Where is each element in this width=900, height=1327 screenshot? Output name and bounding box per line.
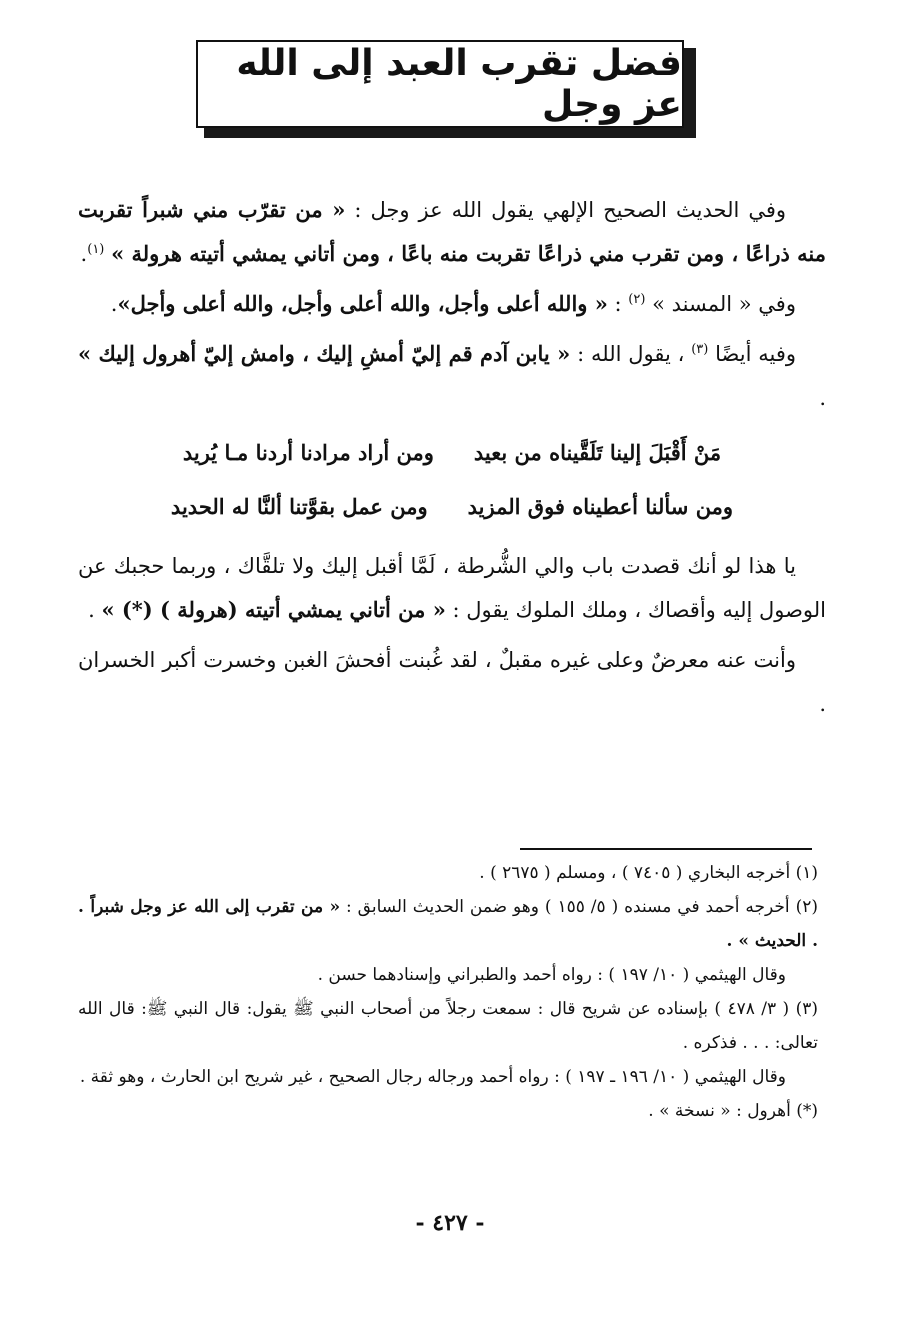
paragraph-3-end: .	[819, 386, 826, 410]
main-text	[78, 188, 826, 732]
paragraph-3-mid: ، يقول الله :	[570, 342, 692, 366]
hadith-quote-2: « والله أعلى وأجل، والله أعلى وأجل، والله أعلى وأجل»	[117, 291, 608, 316]
footnote-1: (١) أخرجه البخاري ( ٧٤٠٥ ) ، ومسلم ( ٢٦٧٥ ) .	[479, 863, 818, 883]
footnote-3: (٣) ( ٣/ ٤٧٨ ) بإسناده عن شريح قال : سمعت رجلاً من أصحاب النبي ﷺ يقول: قال النبي ﷺ: قال الله تعالى: . . . فذكره .	[78, 999, 818, 1053]
paragraph-4-text: يا هذا لو أنك قصدت باب والي الشُّرطة ، لَمَّا أقبل إليك ولا تلقَّاك ، وربما حجبك عن الوصول إليه وأقصاك ، وملك الملوك يقول :	[78, 554, 826, 622]
poem-line-1-left: ومن أراد مرادنا أردنا مـا يُريد	[182, 440, 434, 465]
title-box	[196, 40, 684, 128]
footnote-divider	[520, 848, 812, 850]
paragraph-1-end: .	[80, 242, 88, 266]
page-number: - ٤٢٧ -	[415, 1210, 485, 1236]
footnote-ref-2: (٢)	[628, 292, 646, 307]
footnote-ref-1: (١)	[87, 242, 105, 257]
hadith-quote-3: « يابن آدم قم إليّ أمشِ إليك ، وامش إليّ أهرول إليك »	[78, 341, 571, 366]
paragraph-1	[78, 188, 826, 276]
paragraph-3-intro: وفيه أيضًا	[708, 342, 797, 366]
footnote-3-continued: وقال الهيثمي ( ١٠/ ١٩٦ ـ ١٩٧ ) : رواه أحمد ورجاله رجال الصحيح ، غير شريح ابن الحارث ، وهو ثقة .	[79, 1067, 786, 1087]
paragraph-3	[78, 332, 826, 420]
poem-line-2	[78, 480, 826, 534]
paragraph-2-intro: وفي « المسند »	[645, 292, 796, 316]
paragraph-5: وأنت عنه معرضٌ وعلى غيره مقبلٌ ، لقد غُبنت أفحشَ الغبن وخسرت أكبر الخسران .	[78, 648, 826, 716]
footnotes	[78, 856, 818, 1128]
footnote-4: (*) أهرول : « نسخة » .	[648, 1101, 818, 1121]
footnote-ref-3: (٣)	[691, 342, 709, 357]
poem-line-2-left: ومن عمل بقوَّتنا ألنَّا له الحديد	[170, 494, 428, 519]
hadith-quote-1: « من تقرّب مني شبراً تقربت منه ذراعًا ، ومن تقرب مني ذراعًا تقربت منه باعًا ، ومن أتاني يمشي أتيته هرولة »	[78, 197, 826, 266]
poem-line-1	[78, 426, 826, 480]
footnote-2-text: (٢) أخرجه أحمد في مسنده ( ٥/ ١٥٥ ) وهو ضمن الحديث السابق :	[340, 897, 818, 917]
poem-line-1-right: مَنْ أَقْبَلَ إلينا تَلَقَّيناه من بعيد	[473, 440, 722, 465]
footnote-2	[78, 890, 818, 958]
footnote-2-continued: وقال الهيثمي ( ١٠/ ١٩٧ ) : رواه أحمد والطبراني وإسنادهما حسن .	[317, 965, 786, 985]
title-frame	[196, 40, 698, 140]
paragraph-2-end: .	[110, 292, 118, 316]
footnote-2-quote: « من تقرب إلى الله عز وجل شبراً . . الحديث » .	[78, 897, 818, 951]
paragraph-2	[78, 282, 826, 326]
paragraph-1-intro: وفي الحديث الصحيح الإلهي يقول الله عز وجل :	[345, 198, 787, 222]
poem	[78, 426, 826, 534]
hadith-quote-4: « من أتاني يمشي أتيته (هرولة ) (*) »	[101, 597, 446, 622]
page-title: فضل تقرب العبد إلى الله عز وجل	[236, 43, 682, 125]
paragraph-4-end: .	[88, 598, 102, 622]
paragraph-4	[78, 544, 826, 632]
poem-line-2-right: ومن سألنا أعطيناه فوق المزيد	[467, 494, 734, 519]
paragraph-2-mid: :	[607, 292, 629, 316]
